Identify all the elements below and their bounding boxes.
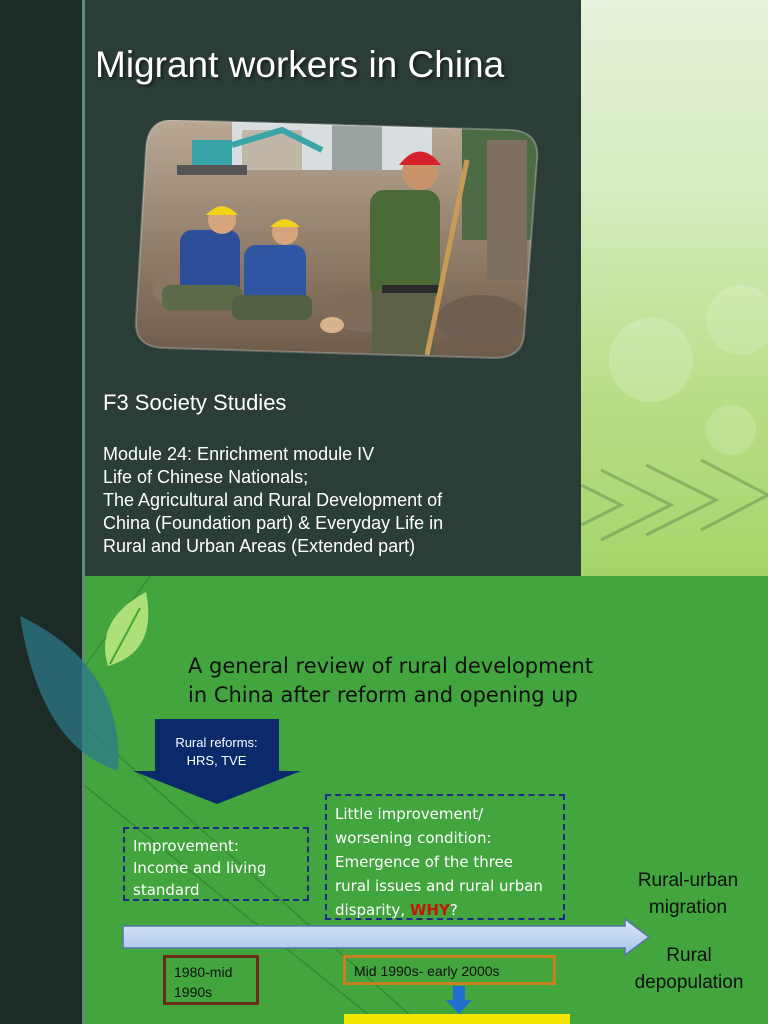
course-name: F3 Society Studies	[103, 390, 287, 415]
disparity-text: disparity,	[335, 901, 410, 919]
migration-line: Rural-urban	[637, 870, 739, 891]
module-line: Module 24: Enrichment module IV	[103, 444, 375, 464]
migration-line: migration	[648, 897, 728, 918]
period-line: 1990s	[174, 984, 213, 1000]
improvement-box	[123, 827, 309, 901]
improvement-line: Income and living	[133, 859, 267, 877]
module-line: Life of Chinese Nationals;	[103, 467, 309, 487]
heading-line: in China after reform and opening up	[188, 683, 578, 707]
worsening-line: rural issues and rural urban	[335, 877, 543, 895]
reform-label-line: HRS, TVE	[186, 753, 247, 768]
highlight-box	[344, 1014, 570, 1024]
workers-photo	[132, 120, 540, 360]
period-1980s-box	[163, 955, 259, 1005]
slide-title: Migrant workers in China	[95, 44, 505, 85]
module-line: The Agricultural and Rural Development of	[103, 490, 443, 510]
construction-workers-image	[132, 120, 540, 360]
worsening-condition-box	[325, 794, 565, 920]
worsening-line: Emergence of the three	[335, 853, 514, 871]
decorative-chevron-pattern	[581, 0, 768, 576]
worsening-line: worsening condition:	[335, 829, 492, 847]
down-arrow-icon	[446, 986, 472, 1016]
module-line: China (Foundation part) & Everyday Life in	[103, 513, 444, 533]
improvement-line: Improvement:	[133, 837, 239, 855]
improvement-line: standard	[133, 881, 200, 899]
green-leaf-icon	[100, 590, 152, 670]
period-1990s-box: Mid 1990s- early 2000s	[343, 955, 556, 985]
question-mark: ?	[449, 901, 458, 919]
slide-heading	[188, 652, 593, 710]
left-sidebar-band	[0, 0, 82, 576]
heading-line: A general review of rural development	[188, 654, 594, 678]
depopulation-line: depopulation	[634, 972, 744, 993]
reform-label-line: Rural reforms:	[175, 735, 258, 750]
worsening-line: Little improvement/	[335, 805, 484, 823]
depopulation-line: Rural	[666, 945, 712, 966]
review-slide	[0, 576, 768, 1024]
module-line: Rural and Urban Areas (Extended part)	[103, 536, 416, 556]
period-line: 1980-mid	[174, 964, 233, 980]
decorative-green-panel	[581, 0, 768, 576]
why-highlight: WHY	[409, 901, 450, 919]
rural-urban-migration-label	[622, 867, 754, 921]
module-description	[103, 443, 573, 558]
timeline-arrow	[120, 917, 652, 957]
reform-label	[155, 734, 278, 770]
rural-depopulation-label	[618, 942, 760, 996]
